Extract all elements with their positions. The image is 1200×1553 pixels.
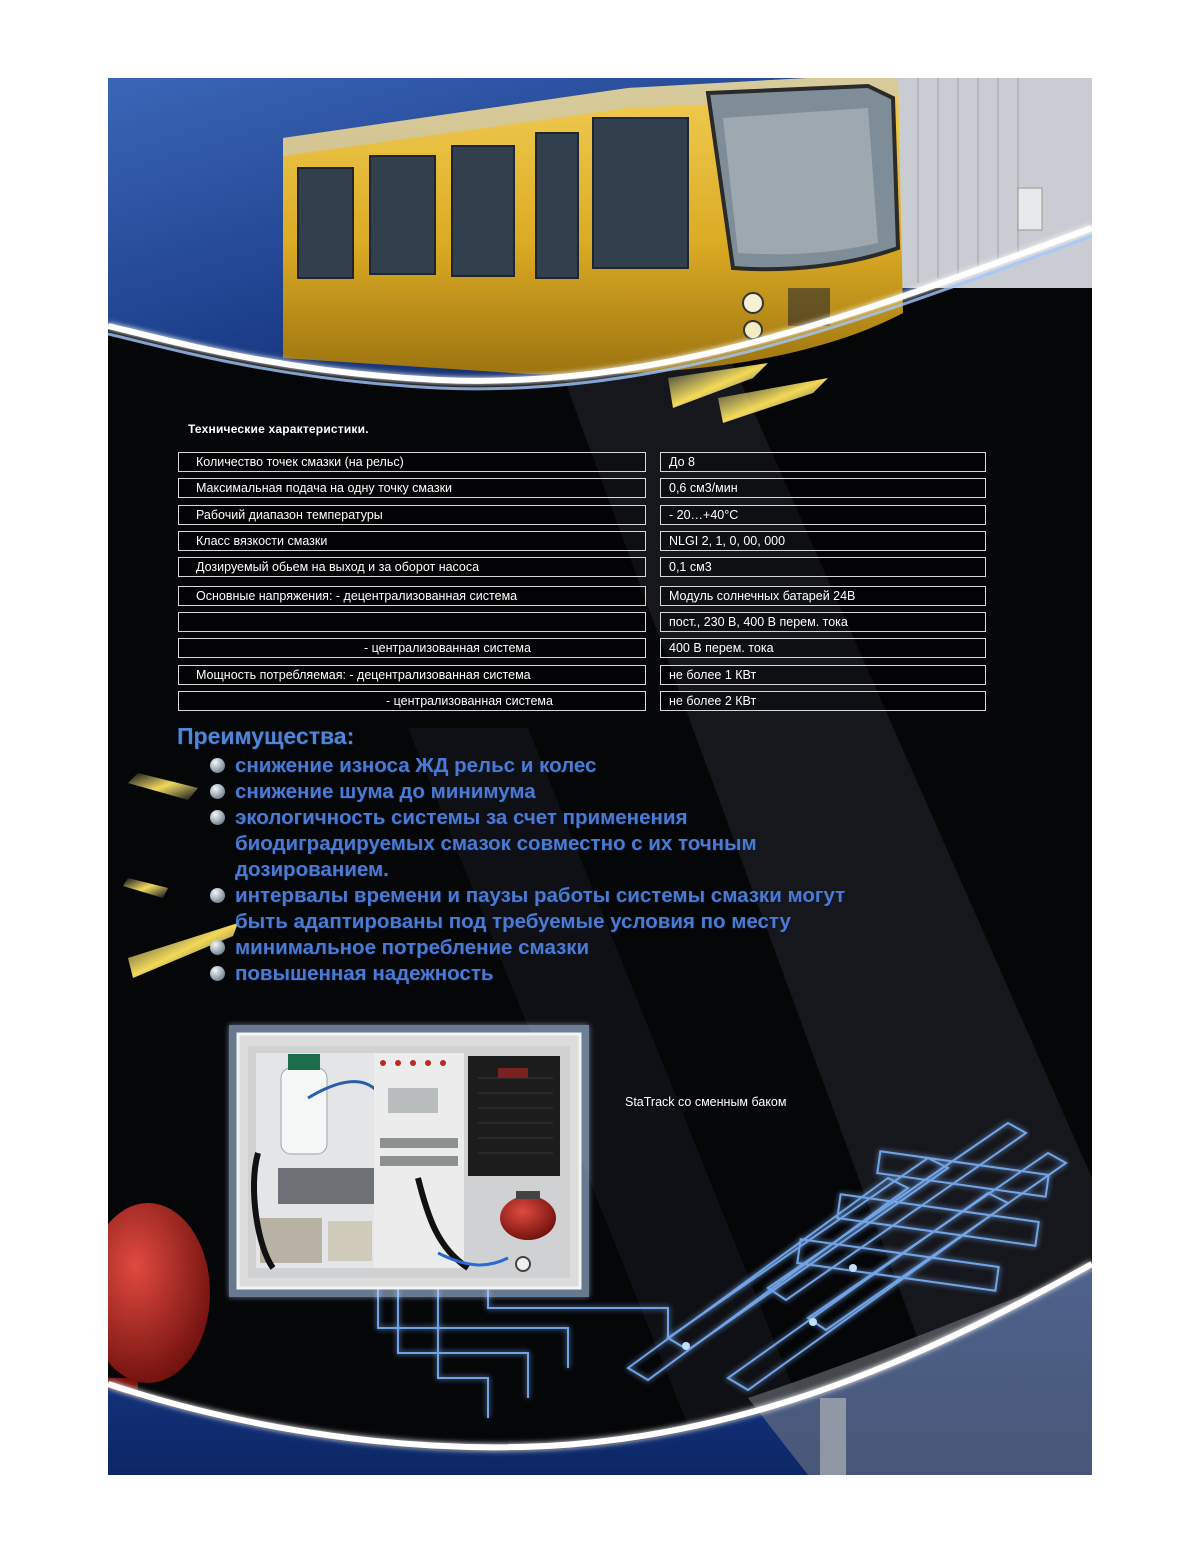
spec-value: NLGI 2, 1, 0, 00, 000: [660, 531, 986, 551]
spec-value: - 20…+40°С: [660, 505, 986, 525]
spec-label: Класс вязкости смазки: [178, 531, 646, 551]
spec-label: Основные напряжения: - децентрализованная система: [178, 586, 646, 606]
bullet-icon: [210, 810, 225, 825]
spec-value: Модуль солнечных батарей 24В: [660, 586, 986, 606]
table-row: [178, 586, 986, 606]
table-row: [178, 612, 986, 632]
advantage-text: снижение шума до минимума: [235, 780, 536, 803]
advantage-text: минимальное потребление смазки: [235, 936, 590, 959]
brochure-page: [108, 78, 1092, 1475]
spec-label: Количество точек смазки (на рельс): [178, 452, 646, 472]
list-item: [208, 883, 888, 935]
spec-label: [178, 612, 646, 632]
spec-label: - централизованная система: [178, 638, 646, 658]
table-row: [178, 452, 986, 472]
advantages-heading: Преимущества:: [177, 723, 355, 749]
bullet-icon: [210, 888, 225, 903]
spec-value: не более 2 КВт: [660, 691, 986, 711]
spec-label: Рабочий диапазон температуры: [178, 505, 646, 525]
list-item: [208, 753, 888, 779]
list-item: [208, 935, 888, 961]
spec-value: 0,6 см3/мин: [660, 478, 986, 498]
advantage-text: снижение износа ЖД рельс и колес: [235, 754, 597, 777]
list-item: [208, 779, 888, 805]
table-row: [178, 638, 986, 658]
bullet-icon: [210, 966, 225, 981]
table-row: [178, 531, 986, 551]
spec-label: Дозируемый обьем на выход и за оборот насоса: [178, 557, 646, 577]
bullet-icon: [210, 940, 225, 955]
spec-value: не более 1 КВт: [660, 665, 986, 685]
advantage-text: экологичность системы за счет применения биодиградируемых смазок совместно с их точным дозированием.: [235, 806, 757, 881]
spec-value: пост., 230 В, 400 В перем. тока: [660, 612, 986, 632]
table-row: [178, 505, 986, 525]
photo-caption: StaTrack со сменным баком: [625, 1095, 787, 1109]
spec-label: - централизованная система: [178, 691, 646, 711]
list-item: [208, 961, 888, 987]
table-row: [178, 557, 986, 577]
spec-label: Максимальная подача на одну точку смазки: [178, 478, 646, 498]
bullet-icon: [210, 784, 225, 799]
bullet-icon: [210, 758, 225, 773]
table-row: [178, 478, 986, 498]
advantages-list: [208, 753, 888, 987]
specs-title: Технические характеристики.: [188, 422, 369, 436]
table-row: [178, 665, 986, 685]
advantage-text: повышенная надежность: [235, 962, 494, 985]
list-item: [208, 805, 888, 883]
spec-label: Мощность потребляемая: - децентрализованная система: [178, 665, 646, 685]
spec-value: До 8: [660, 452, 986, 472]
spec-value: 400 В перем. тока: [660, 638, 986, 658]
spec-value: 0,1 см3: [660, 557, 986, 577]
table-row: [178, 691, 986, 711]
advantage-text: интервалы времени и паузы работы системы смазки могут быть адаптированы под требуемые условия по месту: [235, 884, 846, 933]
